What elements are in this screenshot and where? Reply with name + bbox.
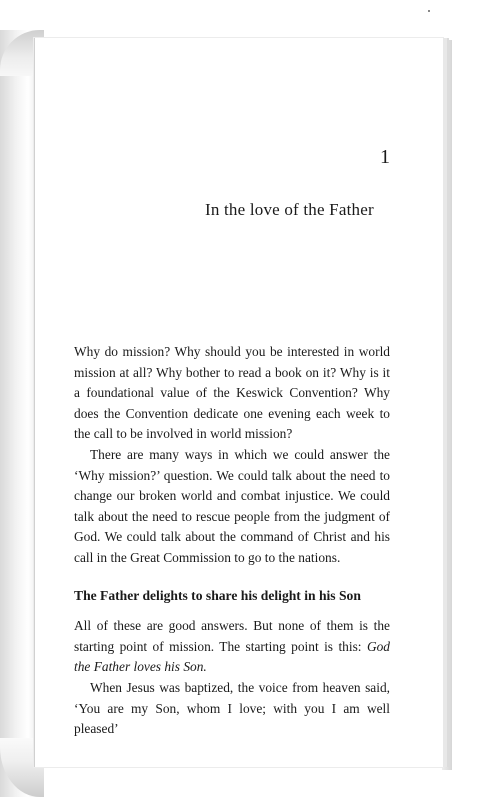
chapter-title: In the love of the Father bbox=[205, 200, 374, 219]
paragraph-3-emphasis: God the Father loves his Son. bbox=[74, 638, 390, 675]
section-heading: The Father delights to share his delight in his Son bbox=[74, 587, 361, 603]
paragraph-3-text: All of these are good answers. But none of them is the starting point of mission. The starting point is this: bbox=[74, 618, 390, 654]
page-stack-edge bbox=[442, 40, 452, 770]
chapter-number: 1 bbox=[380, 146, 390, 168]
paragraph-2: There are many ways in which we could answer the ‘Why mission?’ question. We could talk about the need to change our broken world and combat injustice. We could talk about the need to rescue people from the judgment of God. We could talk about the command of Christ and his call in the Great Commission to go to the nations. bbox=[74, 446, 390, 565]
paragraph-1: Why do mission? Why should you be interested in world mission at all? Why bother to read a book on it? Why is it a foundational value of the Keswick Convention? Why does the Convention dedicate one evening each week to the call to be involved in world mission? bbox=[74, 344, 390, 442]
body-text bbox=[74, 342, 390, 740]
paragraph-3 bbox=[74, 616, 390, 678]
paragraph-4: When Jesus was baptized, the voice from heaven said, ‘You are my Son, whom I love; with you I am well pleased’ bbox=[74, 679, 390, 737]
speck bbox=[428, 10, 430, 12]
